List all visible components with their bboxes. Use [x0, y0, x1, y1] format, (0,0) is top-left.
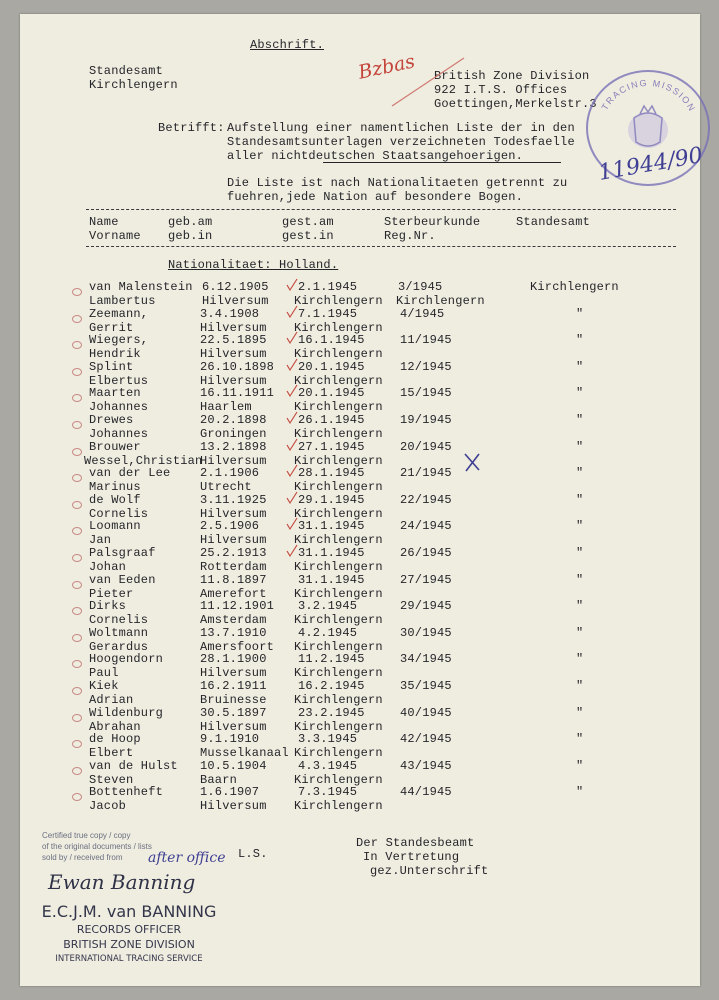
entry-died-in: Kirchlengern	[294, 746, 383, 761]
red-tick-mark	[286, 358, 298, 372]
red-circle-mark	[72, 554, 82, 562]
entry-died-in: Kirchlengern	[294, 719, 383, 734]
red-tick-mark	[286, 305, 298, 319]
document-page	[20, 14, 705, 986]
officer-name: E.C.J.M. van BANNING	[41, 902, 217, 921]
entry-name: Woltmann	[89, 625, 149, 640]
entry-reg: 3/1945	[398, 280, 443, 294]
entry-name: Wiegers,	[89, 333, 149, 348]
entry-office: "	[576, 625, 584, 640]
certification-line-2: of the original documents / lists	[42, 842, 152, 851]
entry-born-in: Hilversum	[200, 320, 267, 335]
red-circle-mark	[72, 448, 82, 456]
entry-office: "	[576, 705, 584, 720]
instruction-line-1: Die Liste ist nach Nationalitaeten getrennt zu	[227, 176, 568, 190]
certification-line-1: Certified true copy / copy	[42, 831, 131, 840]
registry-office-line-1: Standesamt	[89, 64, 164, 78]
entry-office: "	[576, 519, 584, 534]
entry-died-in: Kirchlengern	[294, 666, 383, 681]
red-circle-mark	[72, 394, 82, 402]
entry-born: 6.12.1905	[202, 280, 269, 294]
entry-died-in: Kirchlengern	[294, 294, 383, 308]
entry-reg: 43/1945	[400, 758, 452, 773]
entry-died: 16.2.1945	[298, 679, 365, 693]
entry-died-in: Kirchlengern	[294, 613, 383, 628]
entry-born-in: Hilversum	[200, 799, 267, 814]
entry-office: "	[576, 679, 584, 693]
red-pencil-note: Bzbas	[356, 50, 417, 84]
nationality-heading: Nationalitaet: Holland.	[168, 258, 339, 272]
red-tick-mark	[286, 491, 298, 505]
entry-name: van Malenstein	[89, 280, 193, 294]
entry-first: Pieter	[89, 586, 134, 601]
entry-office: "	[576, 572, 584, 587]
entry-name: van de Hulst	[89, 758, 178, 773]
officer-title: RECORDS OFFICER	[76, 923, 182, 936]
red-circle-mark	[72, 474, 82, 482]
entry-name: van Eeden	[89, 572, 156, 587]
entry-died: 7.1.1945	[298, 306, 358, 321]
entry-reg: 34/1945	[400, 652, 452, 667]
entry-reg: 26/1945	[400, 546, 452, 560]
blue-cross-mark	[462, 451, 482, 473]
entry-died: 20.1.1945	[298, 359, 365, 374]
entry-died-in: Kirchlengern	[294, 560, 383, 574]
entry-died: 28.1.1945	[298, 466, 365, 481]
entry-died: 31.1.1945	[298, 572, 365, 587]
entry-first: Elbert	[89, 746, 134, 761]
entry-born-in: Hilversum	[202, 294, 269, 308]
entry-name: de Hoop	[89, 732, 141, 747]
entry-died: 3.2.1945	[298, 599, 358, 614]
officer-service: INTERNATIONAL TRACING SERVICE	[55, 954, 203, 964]
entry-first: Johannes	[89, 427, 149, 441]
col-reg-number: Reg.Nr.	[384, 229, 436, 243]
entry-reg: 29/1945	[400, 599, 452, 614]
subject-line-2: Standesamtsunterlagen verzeichneten Todesfaelle	[227, 135, 575, 149]
entry-reg: 35/1945	[400, 679, 452, 693]
entry-born-in: Hilversum	[200, 373, 267, 388]
entry-first: Johan	[89, 560, 127, 574]
entry-first: Marinus	[89, 480, 141, 495]
entry-died-in: Kirchlengern	[294, 453, 383, 468]
header-divider-bottom	[86, 246, 676, 247]
entry-first: Cornelis	[89, 613, 149, 628]
entry-died-in: Kirchlengern	[294, 320, 383, 335]
red-tick-mark	[286, 384, 298, 398]
entry-died: 20.1.1945	[298, 386, 365, 401]
red-circle-mark	[72, 767, 82, 775]
entry-first: Paul	[89, 666, 119, 681]
entry-born: 28.1.1900	[200, 652, 267, 667]
entry-born: 3.11.1925	[200, 492, 267, 507]
entry-born-in: Haarlem	[200, 400, 252, 415]
entry-born-in: Musselkanaal	[200, 746, 289, 761]
col-name: Name	[89, 215, 119, 229]
entry-name: van der Lee	[89, 466, 171, 481]
red-circle-mark	[72, 581, 82, 589]
red-circle-mark	[72, 740, 82, 748]
entry-born-in: Hilversum	[200, 453, 267, 468]
entry-reg: 4/1945	[400, 306, 445, 321]
red-tick-mark	[286, 517, 298, 531]
red-circle-mark	[72, 368, 82, 376]
entry-office: "	[576, 599, 584, 614]
entry-died-in: Kirchlengern	[294, 427, 383, 441]
signatory-line-1: Der Standesbeamt	[356, 836, 475, 850]
subject-underline	[323, 162, 561, 163]
entry-office: "	[576, 413, 584, 427]
signatory-line-3: gez.Unterschrift	[370, 864, 489, 878]
entry-born: 13.7.1910	[200, 625, 267, 640]
entry-born: 10.5.1904	[200, 758, 267, 773]
entry-died-in: Kirchlengern	[294, 799, 383, 814]
red-circle-mark	[72, 660, 82, 668]
red-circle-mark	[72, 315, 82, 323]
entry-first: Gerrit	[89, 320, 134, 335]
entry-reg: 30/1945	[400, 625, 452, 640]
entry-born: 11.12.1901	[200, 599, 275, 614]
entry-born-in: Hilversum	[200, 533, 267, 548]
entry-office: "	[576, 732, 584, 747]
recipient-line-1: British Zone Division	[434, 69, 590, 83]
entry-born-in: Amerefort	[200, 586, 267, 601]
entry-died: 4.3.1945	[298, 758, 358, 773]
entry-born-in: Bruinesse	[200, 693, 267, 707]
entry-name: Palsgraaf	[89, 546, 156, 560]
subject-line-1: Aufstellung einer namentlichen Liste der in den	[227, 121, 575, 135]
entry-name: Wildenburg	[89, 705, 164, 720]
entry-died-in: Kirchlengern	[294, 533, 383, 548]
red-circle-mark	[72, 421, 82, 429]
entry-reg: 27/1945	[400, 572, 452, 587]
entry-born: 13.2.1898	[200, 439, 267, 454]
red-circle-mark	[72, 341, 82, 349]
entry-first: Wessel,Christian	[84, 453, 203, 468]
red-circle-mark	[72, 607, 82, 615]
col-born-date: geb.am	[168, 215, 213, 229]
entry-died: 2.1.1945	[298, 280, 358, 294]
entry-born: 11.8.1897	[200, 572, 267, 587]
entry-born: 2.1.1906	[200, 466, 260, 481]
entry-office: "	[576, 306, 584, 321]
entry-born-in: Hilversum	[200, 347, 267, 362]
col-born-place: geb.in	[168, 229, 213, 243]
certification-stamp	[42, 830, 152, 863]
entry-first: Jan	[89, 533, 112, 548]
recipient-line-3: Goettingen,Merkelstr.3	[434, 97, 597, 111]
certification-handwriting: after office	[148, 850, 226, 866]
entry-name: Dirks	[89, 599, 127, 614]
entry-born-in: Amsterdam	[200, 613, 267, 628]
entry-born: 16.11.1911	[200, 386, 275, 401]
entry-died-in: Kirchlengern	[294, 772, 383, 787]
entry-died: 16.1.1945	[298, 333, 365, 348]
entry-died: 27.1.1945	[298, 439, 365, 454]
entry-died-in: Kirchlengern	[294, 506, 383, 521]
entry-died: 3.3.1945	[298, 732, 358, 747]
entry-born: 30.5.1897	[200, 705, 267, 720]
entry-office: Kirchlengern	[530, 280, 619, 294]
svg-text:TRACING MISSION	[600, 78, 698, 114]
entry-name: Bottenheft	[89, 785, 164, 800]
entry-reg: 12/1945	[400, 359, 452, 374]
signatory-line-2: In Vertretung	[363, 850, 460, 864]
entry-died: 7.3.1945	[298, 785, 358, 800]
entry-reg-place: Kirchlengern	[396, 294, 485, 308]
red-circle-mark	[72, 288, 82, 296]
entry-reg: 24/1945	[400, 519, 452, 534]
entry-born: 3.4.1908	[200, 306, 260, 321]
red-circle-mark	[72, 793, 82, 801]
entry-name: Brouwer	[89, 439, 141, 454]
entry-office: "	[576, 466, 584, 481]
entry-name: Maarten	[89, 386, 141, 401]
entry-died: 29.1.1945	[298, 492, 365, 507]
entry-name: Loomann	[89, 519, 141, 534]
entry-died: 31.1.1945	[298, 546, 365, 560]
entry-reg: 11/1945	[400, 333, 452, 348]
entry-reg: 42/1945	[400, 732, 452, 747]
entry-first: Gerardus	[89, 639, 149, 654]
entry-born-in: Hilversum	[200, 666, 267, 681]
seal-text: TRACING MISSION	[599, 77, 698, 114]
entry-reg: 21/1945	[400, 466, 452, 481]
entry-office: "	[576, 758, 584, 773]
entry-first: Elbertus	[89, 373, 149, 388]
entry-died-in: Kirchlengern	[294, 639, 383, 654]
entry-office: "	[576, 359, 584, 374]
entry-name: Splint	[89, 359, 134, 374]
officer-signature: Ewan Banning	[48, 870, 196, 894]
entry-reg: 40/1945	[400, 705, 452, 720]
entry-first: Jacob	[89, 799, 127, 814]
entry-born: 9.1.1910	[200, 732, 260, 747]
entry-born: 2.5.1906	[200, 519, 260, 534]
entry-name: Drewes	[89, 413, 134, 427]
entry-first: Steven	[89, 772, 134, 787]
red-circle-mark	[72, 634, 82, 642]
seal-handwritten-number: 11944/90	[596, 143, 705, 186]
entry-born-in: Baarn	[200, 772, 238, 787]
red-pencil-stroke	[390, 54, 466, 110]
red-tick-mark	[286, 464, 298, 478]
entry-died-in: Kirchlengern	[294, 693, 383, 707]
entry-office: "	[576, 546, 584, 560]
instruction-line-2: fuehren,jede Nation auf besondere Bogen.	[227, 190, 524, 204]
entry-died: 31.1.1945	[298, 519, 365, 534]
entry-name: Zeemann,	[89, 306, 149, 321]
entry-first: Cornelis	[89, 506, 149, 521]
red-tick-mark	[286, 438, 298, 452]
entry-died: 26.1.1945	[298, 413, 365, 427]
entry-reg: 44/1945	[400, 785, 452, 800]
entry-office: "	[576, 386, 584, 401]
entry-office: "	[576, 492, 584, 507]
entry-born-in: Groningen	[200, 427, 267, 441]
entry-name: Hoogendorn	[89, 652, 164, 667]
red-circle-mark	[72, 714, 82, 722]
entry-died: 23.2.1945	[298, 705, 365, 720]
seal-placeholder-ls: L.S.	[238, 847, 268, 861]
entry-born-in: Utrecht	[200, 480, 252, 495]
entry-reg: 20/1945	[400, 439, 452, 454]
red-circle-mark	[72, 687, 82, 695]
red-tick-mark	[286, 411, 298, 425]
entry-died-in: Kirchlengern	[294, 347, 383, 362]
col-death-date: gest.am	[282, 215, 334, 229]
entry-died-in: Kirchlengern	[294, 400, 383, 415]
entry-died: 4.2.1945	[298, 625, 358, 640]
entry-reg: 19/1945	[400, 413, 452, 427]
registry-office-line-2: Kirchlengern	[89, 78, 178, 92]
officer-division: BRITISH ZONE DIVISION	[63, 938, 195, 951]
entry-born: 26.10.1898	[200, 359, 275, 374]
col-death-certificate: Sterbeurkunde	[384, 215, 481, 229]
entry-died-in: Kirchlengern	[294, 373, 383, 388]
subject-label: Betrifft:	[158, 121, 225, 135]
entry-died: 11.2.1945	[298, 652, 365, 667]
entry-born-in: Hilversum	[200, 506, 267, 521]
entry-born-in: Hilversum	[200, 719, 267, 734]
entry-office: "	[576, 652, 584, 667]
entry-born-in: Amersfoort	[200, 639, 275, 654]
entry-first: Adrian	[89, 693, 134, 707]
entry-office: "	[576, 333, 584, 348]
entry-born-in: Rotterdam	[200, 560, 267, 574]
entry-born: 22.5.1895	[200, 333, 267, 348]
red-tick-mark	[286, 278, 298, 292]
red-tick-mark	[286, 331, 298, 345]
entry-office: "	[576, 785, 584, 800]
header-divider-top	[86, 209, 676, 210]
entry-born: 20.2.1898	[200, 413, 267, 427]
red-tick-mark	[286, 544, 298, 558]
entry-born: 16.2.1911	[200, 679, 267, 693]
document-title: Abschrift.	[250, 38, 325, 52]
col-registry-office: Standesamt	[516, 215, 591, 229]
recipient-line-2: 922 I.T.S. Offices	[434, 83, 568, 97]
entry-born: 25.2.1913	[200, 546, 267, 560]
entry-name: Kiek	[89, 679, 119, 693]
red-circle-mark	[72, 501, 82, 509]
entry-first: Lambertus	[89, 294, 156, 308]
entry-office: "	[576, 439, 584, 454]
entry-name: de Wolf	[89, 492, 141, 507]
entry-born: 1.6.1907	[200, 785, 260, 800]
subject-line-3: aller nichtdeutschen Staatsangehoerigen.	[227, 149, 524, 163]
entry-reg: 22/1945	[400, 492, 452, 507]
entry-first: Hendrik	[89, 347, 141, 362]
col-death-place: gest.in	[282, 229, 334, 243]
red-circle-mark	[72, 527, 82, 535]
entry-died-in: Kirchlengern	[294, 586, 383, 601]
certification-line-3: sold by / received from	[42, 853, 123, 862]
entry-reg: 15/1945	[400, 386, 452, 401]
entry-died-in: Kirchlengern	[294, 480, 383, 495]
entry-first: Johannes	[89, 400, 149, 415]
entry-first: Abrahan	[89, 719, 141, 734]
col-first-name: Vorname	[89, 229, 141, 243]
